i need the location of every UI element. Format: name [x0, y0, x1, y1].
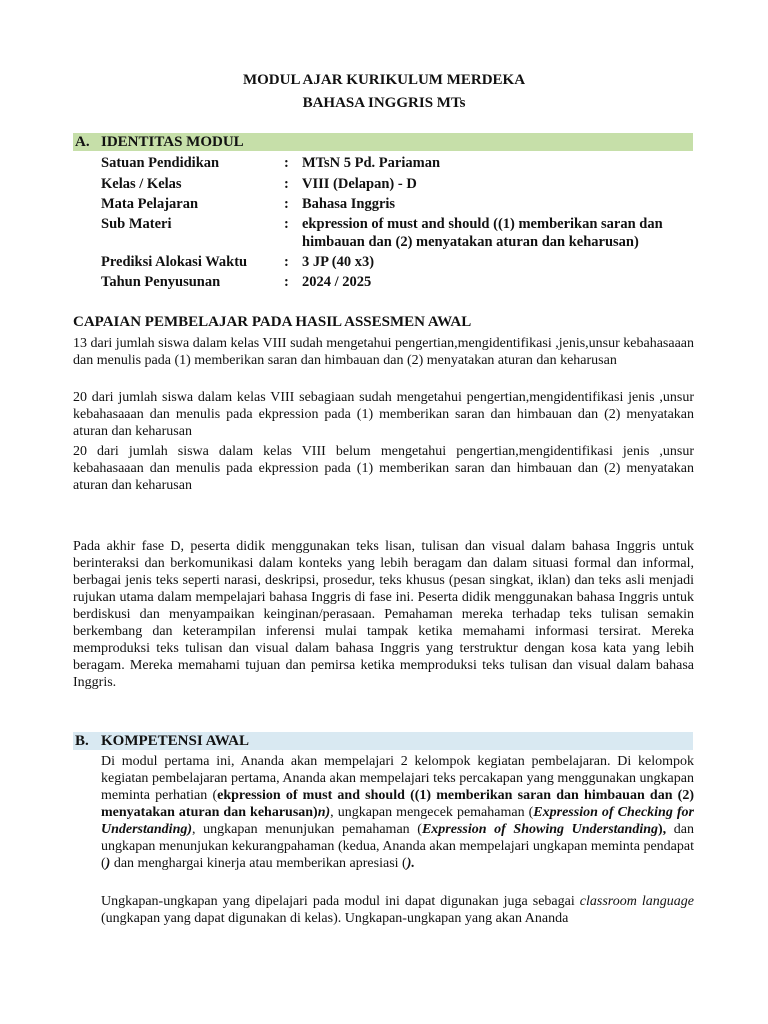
document-title: MODUL AJAR KURIKULUM MERDEKA — [242, 72, 526, 88]
identity-value: ekpression of must and should ((1) memberikan saran dan himbauan dan (2) menyatakan aturan dan keharusan) — [302, 216, 663, 250]
identity-label: Sub Materi — [101, 216, 172, 232]
text-run-bold-italic: Expression of Showing Understanding — [421, 822, 658, 837]
identity-colon: : — [284, 155, 289, 171]
identity-value: 2024 / 2025 — [302, 274, 372, 290]
section-a-heading: IDENTITAS MODUL — [101, 134, 244, 150]
identity-label: Satuan Pendidikan — [101, 155, 220, 171]
text-run-bold-italic: n) — [317, 805, 331, 820]
section-a-header — [73, 133, 693, 151]
section-b-letter: B. — [75, 733, 89, 749]
identity-value: 3 JP (40 x3) — [302, 254, 375, 270]
kompetensi-paragraph-2 — [101, 893, 694, 927]
text-run: Di modul pertama ini, Ananda akan mempelajari 2 kelompok kegiatan pembelajaran. Di kelompok kegiatan pembelajaran pertama, Ananda akan mempelajari teks percakapan yang menggunakan ungkapan meminta perhatian ( — [101, 754, 694, 803]
identity-value: MTsN 5 Pd. Pariaman — [302, 155, 441, 171]
text-run: , ungkapan menunjukan pemahaman ( — [192, 822, 422, 837]
text-run-bold-italic: ). — [406, 856, 415, 871]
text-run-bold: ), — [658, 822, 667, 837]
capaian-paragraph-4: Pada akhir fase D, peserta didik menggunakan teks lisan, tulisan dan visual dalam bahasa Inggris untuk berinteraksi dan berkomunikasi dalam konteks yang lebih beragam dan dalam situasi formal dan informal, berbagai jenis teks seperti narasi, deskripsi, prosedur, teks khusus (pesan singkat, iklan) dan teks asli menjadi rujukan utama dalam mempelajari bahasa Inggris di fase ini. Peserta didik menggunakan bahasa Inggris untuk berdiskusi dan menyampaikan keinginan/perasaan. Pemahaman mereka terhadap teks tulisan semakin berkembang dan keterampilan inferensi mulai tampak ketika memahami informasi tersirat. Mereka memproduksi teks tulisan dan visual dalam bahasa Inggris yang terstruktur dengan kosa kata yang lebih beragam. Mereka memahami tujuan dan pemirsa ketika memproduksi teks tulisan dan visual dalam bahasa Inggris. — [73, 539, 694, 690]
text-run: dan menghargai kinerja atau memberikan apresiasi ( — [110, 856, 407, 871]
text-run: Ungkapan-ungkapan yang dipelajari pada modul ini dapat digunakan juga sebagai — [101, 894, 580, 909]
text-run-bold-italic: Expression of Checking for Understanding) — [101, 805, 694, 837]
identity-label: Tahun Penyusunan — [101, 274, 221, 290]
text-run-bold: ekpression of must and should ((1) memberikan saran dan himbauan dan (2) menyatakan aturan dan keharusan) — [101, 788, 694, 820]
capaian-paragraph-2: 20 dari jumlah siswa dalam kelas VIII sebagiaan sudah mengetahui pengertian,mengidentifikasi jenis ,unsur kebahasaaan dan menulis pada ekpression pada (1) memberikan saran dan himbauan dan (2) menyatakan aturan dan keharusan — [73, 390, 694, 439]
identity-value: Bahasa Inggris — [302, 196, 396, 212]
section-b-header — [73, 732, 693, 750]
text-run-bold-italic: ) — [105, 856, 111, 871]
text-run: dan ungkapan menunjukan kekurangpahaman (kedua, Ananda akan mempelajari ungkapan meminta pendapat ( — [101, 822, 695, 871]
section-a-letter: A. — [75, 134, 90, 150]
identity-label: Kelas / Kelas — [101, 176, 182, 192]
identity-colon: : — [284, 216, 289, 232]
identity-label: Mata Pelajaran — [101, 196, 199, 212]
capaian-heading: CAPAIAN PEMBELAJAR PADA HASIL ASSESMEN AWAL — [73, 314, 472, 330]
text-run: , ungkapan mengecek pemahaman ( — [330, 805, 534, 820]
identity-label: Prediksi Alokasi Waktu — [101, 254, 248, 270]
capaian-paragraph-3: 20 dari jumlah siswa dalam kelas VIII belum mengetahui pengertian,mengidentifikasi jenis ,unsur kebahasaaan dan menulis pada ekpression pada (1) memberikan saran dan himbauan dan (2) menyatakan aturan dan keharusan — [73, 444, 694, 493]
capaian-paragraph-1: 13 dari jumlah siswa dalam kelas VIII sudah mengetahui pengertian,mengidentifikasi ,jenis,unsur kebahasaaan dan menulis pada (1) memberikan saran dan himbauan dan (2) menyatakan aturan dan keharusan — [73, 336, 695, 368]
identity-colon: : — [284, 176, 289, 192]
identity-value: VIII (Delapan) - D — [302, 176, 417, 192]
kompetensi-paragraph-1 — [101, 753, 694, 872]
identity-colon: : — [284, 196, 289, 212]
identity-colon: : — [284, 254, 289, 270]
text-run: (ungkapan yang dapat digunakan di kelas). Ungkapan-ungkapan yang akan Ananda — [101, 911, 569, 926]
document-subtitle: BAHASA INGGRIS MTs — [302, 95, 466, 111]
identity-colon: : — [284, 274, 289, 290]
section-b-heading: KOMPETENSI AWAL — [101, 733, 249, 749]
text-run-italic: classroom language — [579, 894, 694, 909]
